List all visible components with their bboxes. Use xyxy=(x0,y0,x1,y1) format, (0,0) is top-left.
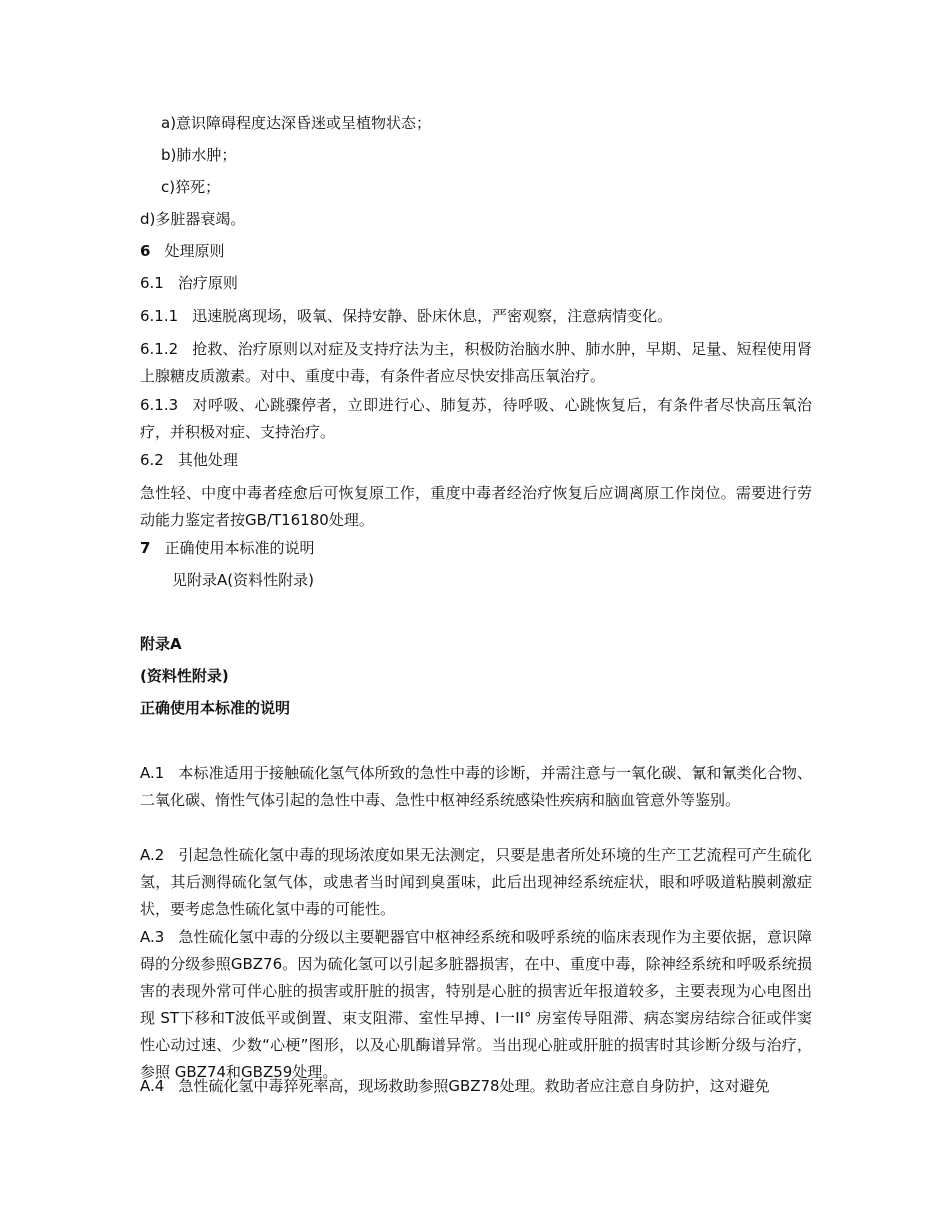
section-7-heading xyxy=(140,538,314,558)
section-6-1-heading xyxy=(140,273,238,293)
clause-text: 迅速脱离现场，吸氧、保持安静、卧床休息，严密观察，注意病情变化。 xyxy=(192,307,673,325)
clause-6-1-3 xyxy=(140,392,812,446)
list-item-d: d)多脏器衰竭。 xyxy=(140,210,246,228)
clause-text: 本标准适用于接触硫化氢气体所致的急性中毒的诊断，并需注意与一氧化碳、氰和氰类化合物、二氧化碳、惰性气体引起的急性中毒、急性中枢神经系统感染性疾病和脑血管意外等鉴别。 xyxy=(140,764,812,809)
section-title: 其他处理 xyxy=(177,451,238,469)
section-title: 治疗原则 xyxy=(177,274,238,292)
appendix-clause-a3 xyxy=(140,924,812,1086)
appendix-clause-a4 xyxy=(140,1073,812,1100)
appendix-heading: 正确使用本标准的说明 xyxy=(140,699,291,717)
list-item-c: c)猝死； xyxy=(161,178,221,196)
section-number: 6 xyxy=(140,242,151,260)
clause-text: 对呼吸、心跳骤停者，立即进行心、肺复苏，待呼吸、心跳恢复后，有条件者尽快高压氧治疗，并积极对症、支持治疗。 xyxy=(140,396,812,441)
section-6-2-heading xyxy=(140,450,238,470)
clause-number: A.3 xyxy=(140,928,165,946)
section-7-body: 见附录A(资料性附录) xyxy=(172,571,314,589)
appendix-title: 附录A xyxy=(140,635,182,653)
appendix-clause-a2 xyxy=(140,842,812,923)
section-title: 处理原则 xyxy=(164,242,225,260)
clause-text: 引起急性硫化氢中毒的现场浓度如果无法测定，只要是患者所处环境的生产工艺流程可产生硫化氢，其后测得硫化氢气体，或患者当时闻到臭蛋味，此后出现神经系统症状，眼和呼吸道粘膜刺激症状，要考虑急性硫化氢中毒的可能性。 xyxy=(140,846,812,918)
clause-number: A.1 xyxy=(140,764,165,782)
list-item-b: b)肺水肿； xyxy=(161,146,237,164)
section-6-2-body: 急性轻、中度中毒者痊愈后可恢复原工作，重度中毒者经治疗恢复后应调离原工作岗位。需要进行劳动能力鉴定者按GB/T16180处理。 xyxy=(140,484,812,529)
clause-6-1-2 xyxy=(140,336,812,390)
clause-number: 6.1.1 xyxy=(140,307,179,325)
clause-number: 6.1.2 xyxy=(140,340,179,358)
section-title: 正确使用本标准的说明 xyxy=(164,539,315,557)
clause-text: 急性硫化氢中毒猝死率高，现场救助参照GBZ78处理。救助者应注意自身防护，这对避免 xyxy=(178,1077,770,1095)
appendix-clause-a1 xyxy=(140,760,812,814)
clause-text: 抢救、治疗原则以对症及支持疗法为主，积极防治脑水肿、肺水肿，早期、足量、短程使用肾上腺糖皮质激素。对中、重度中毒，有条件者应尽快安排高压氧治疗。 xyxy=(140,340,812,385)
section-6-heading xyxy=(140,241,224,261)
section-number: 6.2 xyxy=(140,451,164,469)
clause-6-1-1 xyxy=(140,306,672,326)
clause-number: 6.1.3 xyxy=(140,396,179,414)
list-item-a: a)意识障碍程度达深昏迷或呈植物状态； xyxy=(161,114,432,132)
clause-text: 急性硫化氢中毒的分级以主要靶器官中枢神经系统和吸呼系统的临床表现作为主要依据，意识障碍的分级参照GBZ76。因为硫化氢可以引起多脏器损害，在中、重度中毒，除神经系统和呼吸系统损害的表现外常可伴心脏的损害或肝脏的损害，特别是心脏的损害近年报道较多，主要表现为心电图出现 ST下移和T波低平或倒置、束支阻滞、室性早搏、I一II° 房室传导阻滞、病态窦房结综合征或伴窦性心动过速、少数“心梗”图形，以及心肌酶谱异常。当出现心脏或肝脏的损害时其诊断分级与治疗，参照 GBZ74和GBZ59处理。 xyxy=(140,928,812,1081)
section-number: 7 xyxy=(140,539,151,557)
clause-number: A.2 xyxy=(140,846,165,864)
section-number: 6.1 xyxy=(140,274,164,292)
appendix-subtitle: (资料性附录) xyxy=(140,667,229,685)
clause-number: A.4 xyxy=(140,1077,165,1095)
